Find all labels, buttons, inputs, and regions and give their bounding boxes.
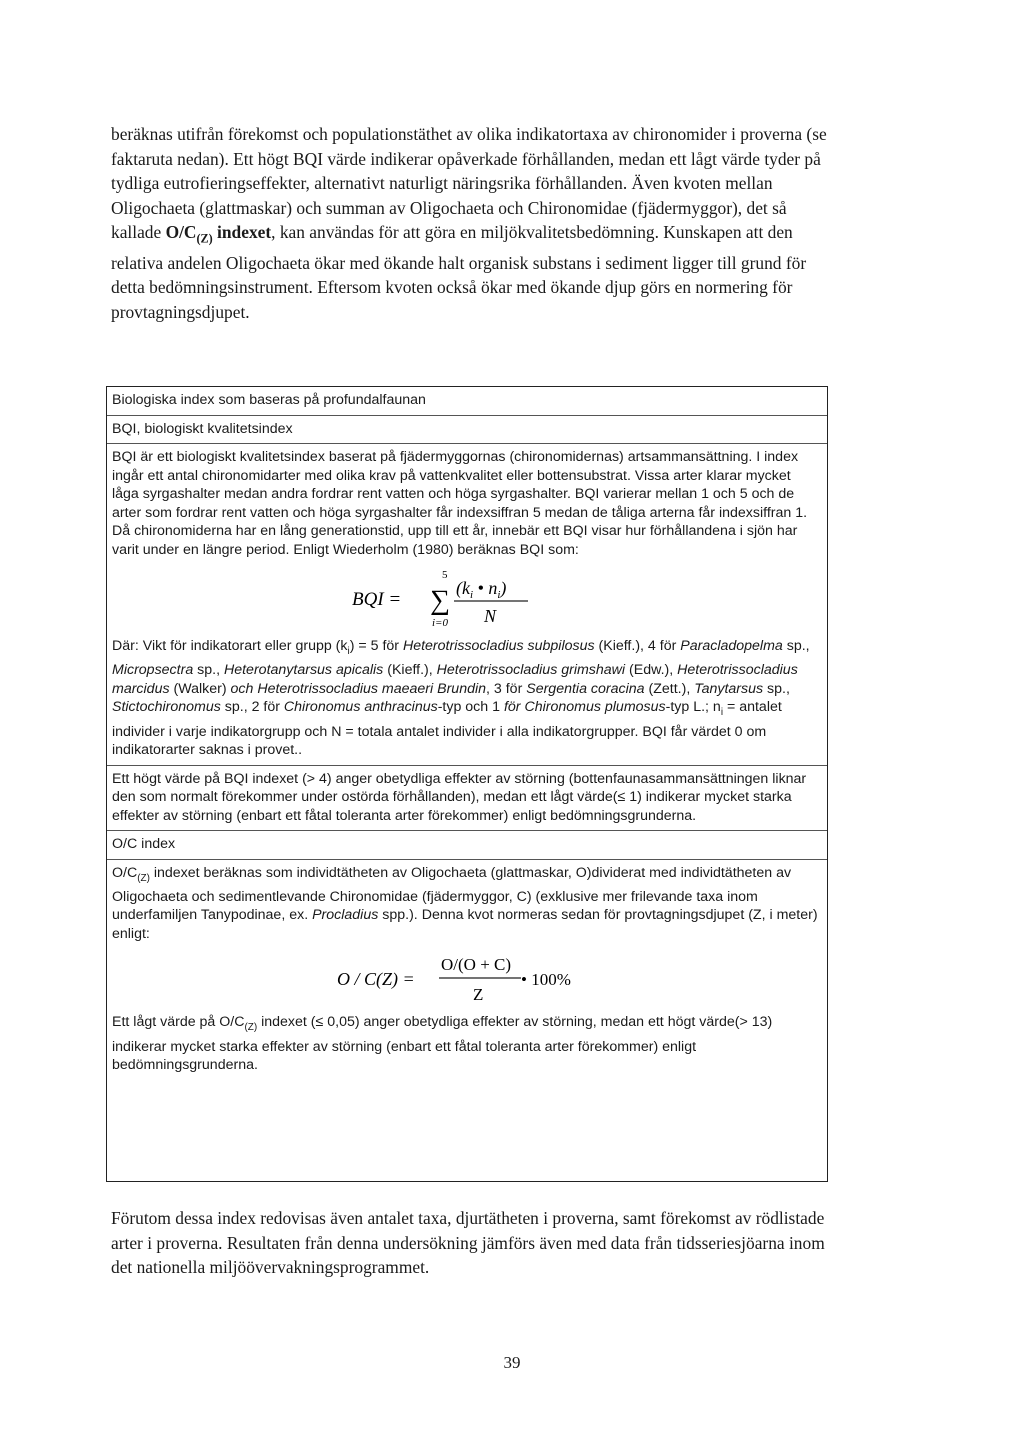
where-t13: -typ och 1 <box>437 699 504 716</box>
bqi-num-n-sub: i <box>496 589 500 601</box>
oc-heading-section <box>107 831 827 860</box>
bqi-formula-sum-upper: 5 <box>441 569 447 581</box>
outro-paragraph <box>111 1206 831 1280</box>
oc-formula <box>112 949 821 1009</box>
bqi-num-n: • n <box>472 578 497 598</box>
bqi-num-k: (k <box>455 578 470 598</box>
intro-text-2: , kan användas för att göra en miljökvalitetsbedömning. Kunskapen att den relativa andelen Oligochaeta ökar med ökande halt organisk substans i sediment ligger till grund för detta bedömningsinstrument. Eftersom kvoten också ökar med ökande djup görs en normering för provtagningsdjupet. <box>111 222 807 322</box>
bqi-heading: BQI, biologiskt kvalitetsindex <box>112 420 293 437</box>
oc-formula-tail: • 100% <box>520 970 571 990</box>
oc-index-term <box>165 222 272 246</box>
species-11: Chironomus anthracinus <box>283 699 438 716</box>
species-7: och Heterotrissocladius maeaeri Brundin <box>230 680 487 697</box>
where-t1: Där: Vikt för indikatorart eller grupp (k <box>112 638 348 654</box>
where-t3: (Kieff.), 4 för <box>594 638 681 654</box>
species-8: Sergentia coracina <box>526 680 645 697</box>
oc-interpretation <box>112 1013 821 1074</box>
bqi-num-k-sub: i <box>469 589 473 601</box>
species-2: Paracladopelma <box>680 638 783 654</box>
where-t9: , 3 för <box>486 680 527 697</box>
bqi-formula-svg <box>352 565 582 633</box>
where-t11: sp., <box>763 680 790 697</box>
where-t8: (Walker) <box>169 680 231 697</box>
species-6: Heterotrissocladius marcidus <box>112 662 798 697</box>
where-t2: ) = 5 för <box>349 638 403 654</box>
oc-formula-denominator: Z <box>472 985 483 1005</box>
oc-int-t2: indexet (≤ 0,05) anger obetydliga effekter av störning, medan ett högt värde(> 13) indikerar mycket starka effekter av störning (enbart ett fåtal toleranta arter förekommer) enligt bedömningsgrunderna. <box>112 1014 773 1074</box>
oc-desc-t1: O/C <box>112 864 138 881</box>
oc-desc-t2: indexet beräknas som individtätheten av Oligochaeta (glattmaskar, O)dividerat med individtätheten av Oligochaeta och sedimentlevande Chironomidae (fjädermyggor, C) (exklusive mer frilevande taxa inom underfamiljen Tanypodinae, ex. <box>112 864 792 924</box>
outro-text: Förutom dessa index redovisas även antalet taxa, djurtätheten i proverna, samt förekomst av rödlistade arter i proverna. Resultaten från denna undersökning jämförs även med data från tidsseriesjöarna inom det nationella miljöövervakningsprogrammet. <box>111 1208 825 1277</box>
fact-box-title-section <box>107 387 827 416</box>
oc-int-t1: Ett lågt värde på O/C <box>112 1014 245 1031</box>
where-t5: sp., <box>193 662 224 679</box>
oc-heading: O/C index <box>112 836 176 853</box>
oc-description <box>112 864 821 944</box>
bqi-description-section <box>107 444 827 766</box>
where-t7: (Edw.), <box>625 662 678 679</box>
bqi-formula-lhs: BQI = <box>351 589 401 610</box>
oc-int-t1-sub: (Z) <box>244 1022 258 1034</box>
bqi-formula-sum-symbol: ∑ <box>429 585 450 616</box>
where-t14: -typ L.; n <box>665 699 721 716</box>
species-10: Stictochironomus <box>112 699 221 716</box>
fact-box <box>106 386 828 1182</box>
species-4: Heterotanytarsus apicalis <box>223 662 384 679</box>
species-1: Heterotrissocladius subpilosus <box>402 638 595 654</box>
where-t12: sp., 2 för <box>220 699 284 716</box>
species-3: Micropsectra <box>112 662 194 679</box>
intro-text-1: beräknas utifrån förekomst och populationstäthet av olika indikatortaxa av chironomider i proverna (se faktaruta nedan). Ett högt BQI värde indikerar opåverkade förhållanden, medan ett lågt värde tyder på tydliga eutrofieringseffekter, alternativt naturligt näringsrika förhållanden. Även kvoten mellan Oligochaeta (glattmaskar) och summan av Oligochaeta och Chironomidae (fjädermyggor), det så kallade <box>111 124 827 242</box>
oc-formula-svg <box>337 949 597 1009</box>
bqi-where-text <box>112 637 821 760</box>
where-t4: sp., <box>782 638 810 654</box>
bqi-formula-numerator <box>456 578 506 601</box>
oc-desc-t3: spp.). Denna kvot normeras sedan för provtagningsdjupet (Z, i meter) enligt: <box>112 907 818 942</box>
species-9: Tanytarsus <box>694 680 764 697</box>
oc-formula-lhs: O / C(Z) = <box>336 969 415 990</box>
bqi-heading-section <box>107 416 827 445</box>
bqi-formula <box>112 565 821 633</box>
oc-term-label: O/C <box>165 222 197 242</box>
bqi-formula-sum-lower: i=0 <box>431 617 448 629</box>
fact-box-title: Biologiska index som baseras på profundalfaunan <box>112 392 426 408</box>
bqi-interpretation: Ett högt värde på BQI indexet (> 4) anger obetydliga effekter av störning (bottenfaunasammansättningen liknar den som normalt förekommer under ostörda förhållanden), medan ett lågt värde(≤ 1) indikerar mycket starka effekter av störning (enbart ett fåtal toleranta arter förekommer) enligt bedömningsgrunderna. <box>112 770 807 824</box>
bqi-formula-denominator: N <box>483 606 496 626</box>
where-t1-sub: i <box>347 645 350 657</box>
where-t6: (Kieff.), <box>383 662 437 679</box>
bqi-num-close: ) <box>499 578 506 598</box>
intro-paragraph <box>111 122 831 324</box>
oc-description-section <box>107 860 827 1080</box>
oc-term-indexet: indexet <box>212 222 272 242</box>
bqi-description: BQI är ett biologiskt kvalitetsindex baserat på fjädermyggornas (chironomidernas) artsammansättning. I index ingår ett antal chironomidarter med olika krav på vattenkvalitet eller bottensubstrat. Vissa arter klarar mycket låga syrgashalter medan andra fordrar rent vatten och höga syrgashalter. BQI varierar mellan 1 och 5 och de arter som fordrar rent vatten och höga syrgashalter får indexsiffran 5 medan de tåliga arterna får indexsiffran 1. Då chironomiderna har en lång generationstid, upp till ett år, innebär ett BQI visar hur förhållandena i sjön har varit under en längre period. Enligt Wiederholm (1980) beräknas BQI som: <box>112 449 808 558</box>
oc-term-subscript: (Z) <box>196 231 213 246</box>
oc-desc-t1-sub: (Z) <box>137 872 150 884</box>
species-12: för Chironomus plumosus <box>503 699 666 716</box>
species-5: Heterotrissocladius grimshawi <box>436 662 626 679</box>
page-number: 39 <box>503 1353 521 1372</box>
where-t10: (Zett.), <box>644 680 695 697</box>
where-t15: = antalet individer i varje indikatorgrupp och N = totala antalet individer i alla indikatorgrupper. BQI får värdet 0 om indikatorarter saknas i provet.. <box>112 699 782 759</box>
oc-desc-species: Procladius <box>312 907 379 924</box>
where-t14-sub: i <box>720 707 724 719</box>
bqi-interpretation-section <box>107 766 827 832</box>
oc-formula-numerator: O/(O + C) <box>440 955 511 975</box>
